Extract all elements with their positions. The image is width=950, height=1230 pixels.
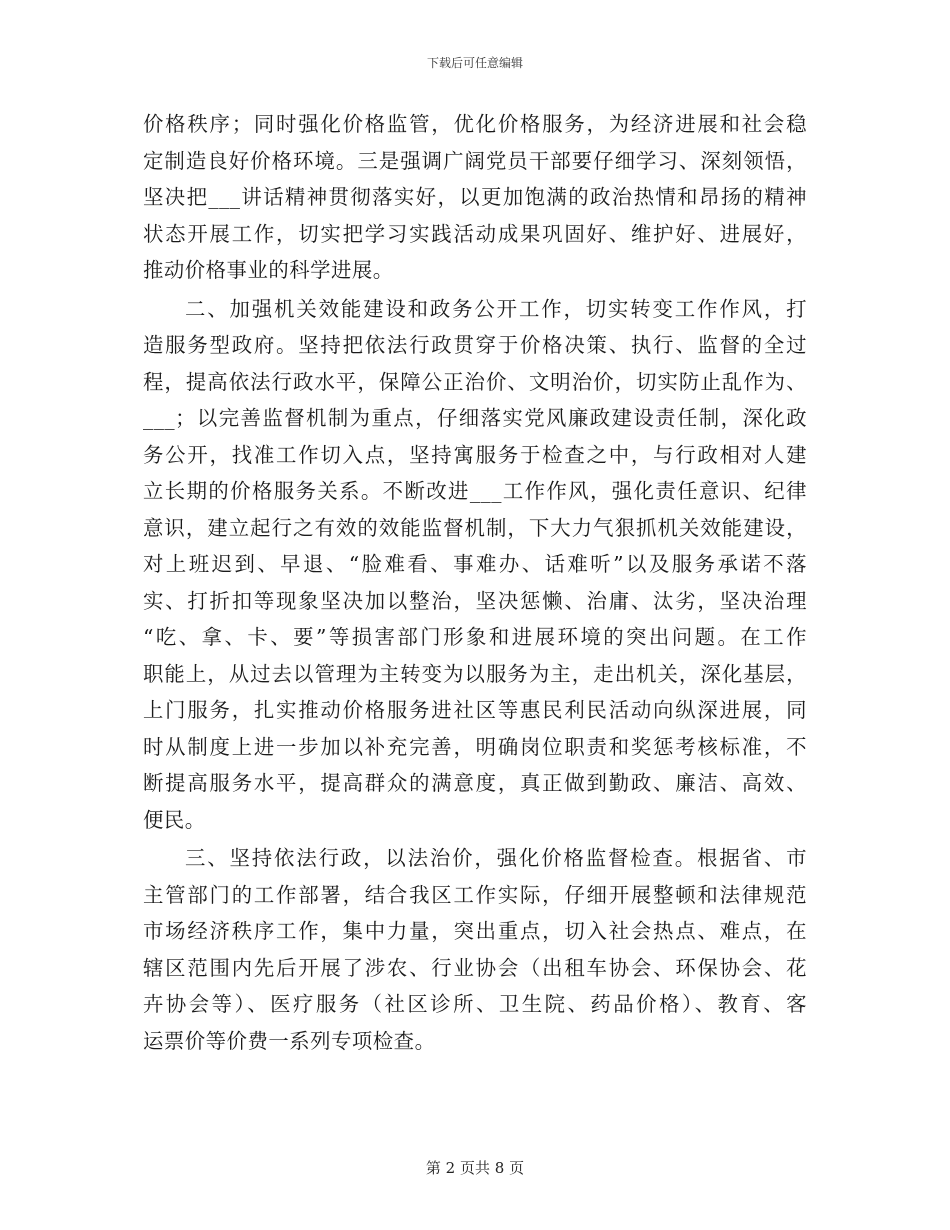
- text-line: 意识，建立起行之有效的效能监督机制，下大力气狠抓机关效能建设，: [143, 515, 807, 540]
- text-line: 运票价等价费一系列专项检查。: [143, 1028, 436, 1053]
- text-line: 断提高服务水平，提高群众的满意度，真正做到勤政、廉洁、高效、: [143, 771, 807, 795]
- page-footer: 第 2 页共 8 页: [425, 1159, 525, 1177]
- text-line: 时从制度上进一步加以补充完善，明确岗位职责和奖惩考核标准，不: [143, 734, 807, 759]
- text-line: 主管部门的工作部署，结合我区工作实际，仔细开展整顿和法律规范: [143, 882, 807, 907]
- paragraph-2: [143, 291, 807, 839]
- text-line: 程，提高依法行政水平，保障公正治价、文明治价，切实防止乱作为、: [143, 369, 807, 394]
- text-line: ___；以完善监督机制为重点，仔细落实党风廉政建设责任制，深化政: [143, 406, 807, 430]
- text-line: 卉协会等）、医疗服务（社区诊所、卫生院、药品价格）、教育、客: [143, 992, 807, 1016]
- text-line: 上门服务，扎实推动价格服务进社区等惠民利民活动向纵深进展，同: [143, 698, 807, 722]
- text-line: 造服务型政府。坚持把依法行政贯穿于价格决策、执行、监督的全过: [143, 333, 807, 357]
- text-line: 市场经济秩序工作，集中力量，突出重点，切入社会热点、难点，在: [143, 919, 807, 943]
- document-body: [143, 106, 807, 1059]
- paragraph-3: [143, 840, 807, 1059]
- text-line: 便民。: [143, 807, 206, 832]
- text-line: 状态开展工作，切实把学习实践活动成果巩固好、维护好、进展好，: [143, 221, 807, 246]
- text-line: “吃、拿、卡、要”等损害部门形象和进展环境的突出问题。在工作: [143, 625, 807, 649]
- text-line: 对上班迟到、早退、“脸难看、事难办、话难听”以及服务承诺不落: [143, 552, 807, 576]
- text-line: 实、打折扣等现象坚决加以整治，坚决惩懒、治庸、汰劣，坚决治理: [143, 588, 807, 613]
- text-line: 立长期的价格服务关系。不断改进___工作作风，强化责任意识、纪律: [143, 479, 807, 503]
- text-line: 职能上，从过去以管理为主转变为以服务为主，走出机关，深化基层，: [143, 661, 807, 686]
- text-line: 定制造良好价格环境。三是强调广阔党员干部要仔细学习、深刻领悟，: [143, 148, 807, 173]
- text-line: 二、加强机关效能建设和政务公开工作，切实转变工作作风，打: [185, 296, 807, 321]
- text-line: 务公开，找准工作切入点，坚持寓服务于检查之中，与行政相对人建: [143, 442, 807, 467]
- paragraph-1: [143, 106, 807, 289]
- text-line: 三、坚持依法行政，以法治价，强化价格监督检查。根据省、市: [185, 846, 807, 870]
- text-line: 推动价格事业的科学进展。: [143, 258, 394, 282]
- text-line: 坚决把___讲话精神贯彻落实好，以更加饱满的政治热情和昂扬的精神: [143, 185, 807, 209]
- text-line: 价格秩序；同时强化价格监管，优化价格服务，为经济进展和社会稳: [143, 112, 807, 136]
- page-header: 下载后可任意编辑: [426, 56, 523, 70]
- text-line: 辖区范围内先后开展了涉农、行业协会（出租车协会、环保协会、花: [143, 955, 807, 980]
